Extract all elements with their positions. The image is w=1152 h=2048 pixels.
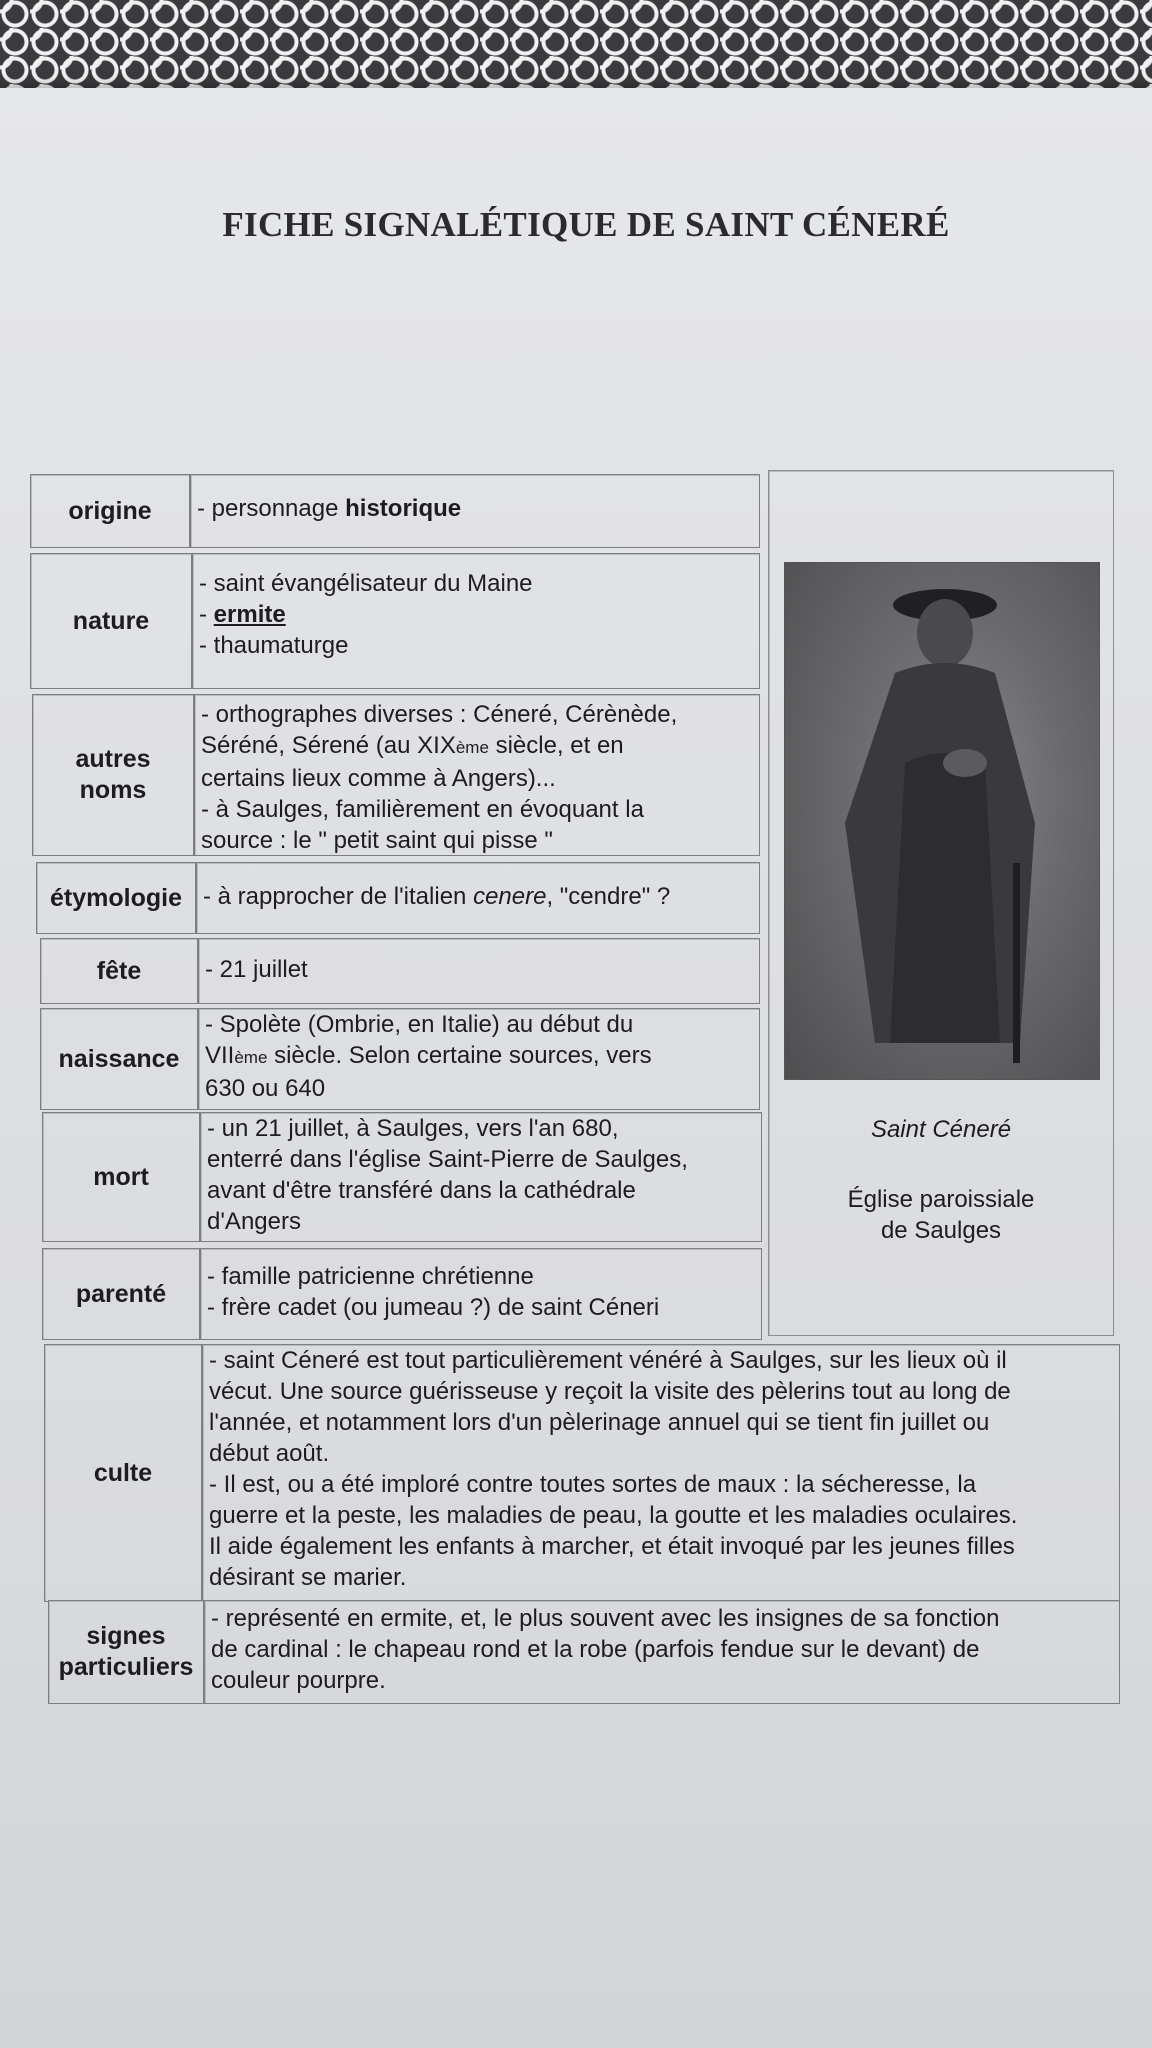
label-fete: fête	[40, 938, 198, 1004]
statue-silhouette	[785, 563, 1099, 1079]
value-parente: - famille patricienne chrétienne - frère cadet (ou jumeau ?) de saint Céneri	[200, 1248, 762, 1340]
label-signes-particuliers: signes particuliers	[48, 1600, 204, 1704]
value-autres-noms: - orthographes diverses : Céneré, Cérènède, Séréné, Sérené (au XIXème siècle, et en certains lieux comme à Angers)... - à Saulges, familièrement en évoquant la source : le " petit saint qui pisse "	[194, 694, 760, 856]
value-nature: - saint évangélisateur du Maine - ermite - thaumaturge	[192, 553, 760, 689]
value-mort: - un 21 juillet, à Saulges, vers l'an 680, enterré dans l'église Saint-Pierre de Saulges, avant d'être transféré dans la cathédrale d'Angers	[200, 1112, 762, 1242]
label-culte: culte	[44, 1344, 202, 1602]
photo-location-line-2: de Saulges	[880, 1217, 1002, 1244]
label-mort: mort	[42, 1112, 200, 1242]
page-title: FICHE SIGNALÉTIQUE DE SAINT CÉNERÉ	[222, 205, 950, 244]
value-signes-particuliers: - représenté en ermite, et, le plus souvent avec les insignes de sa fonction de cardinal : le chapeau rond et la robe (parfois fendue sur le devant) de couleur pourpre.	[204, 1600, 1120, 1704]
saint-statue-photo	[784, 562, 1100, 1080]
value-origine: - personnage historique	[190, 474, 760, 548]
label-etymologie: étymologie	[36, 862, 196, 934]
value-etymologie: - à rapprocher de l'italien cenere, "cendre" ?	[196, 862, 760, 934]
value-culte: - saint Céneré est tout particulièrement vénéré à Saulges, sur les lieux où il vécut. Une source guérisseuse y reçoit la visite des pèlerins tout au long de l'année, et notamment lors d'un pèlerinage annuel qui se tient fin juillet ou début août. - Il est, ou a été imploré contre toutes sortes de maux : la sécheresse, la guerre et la peste, les maladies de peau, la goutte et les maladies oculaires. Il aide également les enfants à marcher, et était invoqué par les jeunes filles désirant se marier.	[202, 1344, 1120, 1602]
label-origine: origine	[30, 474, 190, 548]
value-fete: - 21 juillet	[198, 938, 760, 1004]
label-naissance: naissance	[40, 1008, 198, 1110]
photo-location-line-1: Église paroissiale	[847, 1186, 1035, 1213]
label-parente: parenté	[42, 1248, 200, 1340]
photo-caption: Saint Céneré	[870, 1116, 1012, 1143]
value-naissance: - Spolète (Ombrie, en Italie) au début du VIIème siècle. Selon certaine sources, vers 630 ou 640	[198, 1008, 760, 1110]
label-autres-noms: autres noms	[32, 694, 194, 856]
label-nature: nature	[30, 553, 192, 689]
